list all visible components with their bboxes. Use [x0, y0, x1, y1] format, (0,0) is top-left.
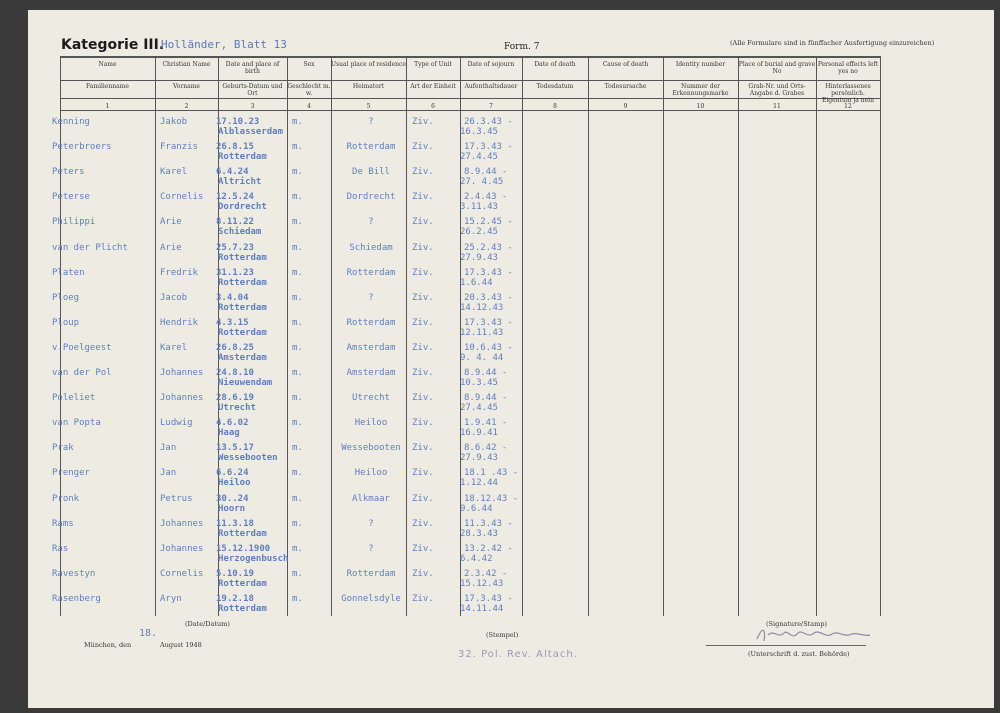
cell-sojourn-from: 8.9.44 - [464, 393, 508, 404]
cell-sojourn-to: 9.6.44 [460, 503, 493, 514]
cell-first-name: Ludwig [160, 418, 193, 429]
cell-sojourn-from: 1.9.41 - [464, 418, 508, 429]
signature-line [706, 645, 866, 646]
cell-birth-date: 8.11.22 [216, 217, 254, 228]
cell-name: van der Pol [52, 368, 112, 378]
cell-residence: Alkmaar [352, 493, 390, 504]
cell-sex: m. [292, 242, 303, 253]
cell-sex: m. [292, 393, 303, 404]
column-header-3: Date and place of birth [225, 61, 280, 75]
cell-sex: m. [292, 568, 303, 579]
column-header-9: Cause of death [602, 61, 649, 68]
table-rule [60, 80, 880, 81]
table-rule [60, 98, 880, 99]
cell-sojourn-to: 16.3.45 [460, 127, 498, 137]
cell-birth-place: Rotterdam [218, 152, 267, 163]
column-number-7: 7 [489, 103, 493, 110]
cell-name: Rams [52, 518, 74, 529]
cell-unit: Ziv. [412, 568, 434, 579]
column-rule [588, 56, 589, 616]
cell-unit: Ziv. [412, 493, 434, 504]
cell-birth-place: Hoorn [218, 503, 246, 514]
cell-birth-date: 30..24 [216, 493, 249, 504]
cell-sojourn-from: 20.3.43 - [464, 292, 513, 303]
cell-residence: Amsterdam [346, 342, 396, 353]
cell-name: Ploup [52, 317, 80, 328]
cell-unit: Ziv. [412, 543, 434, 554]
cell-residence: Gonnelsdyle [341, 593, 401, 604]
cell-sojourn-to: 27.4.45 [460, 403, 498, 414]
cell-name: Peters [52, 167, 85, 178]
cell-birth-date: 12.5.24 [216, 192, 254, 203]
cell-unit: Ziv. [412, 342, 434, 353]
table-rule [60, 56, 880, 58]
cell-birth-date: 17.10.23 [216, 117, 260, 127]
column-number-11: 11 [773, 103, 781, 110]
cell-name: Prak [52, 443, 74, 454]
cell-birth-date: 28.6.19 [216, 393, 254, 404]
cell-sojourn-from: 18.12.43 - [464, 493, 519, 504]
cell-birth-place: Rotterdam [218, 578, 267, 589]
cell-birth-place: Heiloo [218, 478, 251, 489]
cell-sojourn-to: 10.3.45 [460, 378, 498, 388]
cell-name: Kenning [52, 117, 90, 127]
typed-title: Holländer, Blatt 13 [161, 38, 287, 51]
cell-sojourn-to: 14.11.44 [460, 603, 504, 614]
cell-sojourn-from: 8.9.44 - [464, 368, 508, 378]
cell-sojourn-from: 2.3.42 - [464, 568, 508, 579]
column-rule [331, 56, 332, 616]
cell-sojourn-to: 12.11.43 [460, 327, 504, 338]
cell-name: Rasenberg [52, 593, 101, 604]
cell-sojourn-from: 25.2.43 - [464, 242, 513, 253]
cell-birth-date: 3.4.04 [216, 292, 249, 303]
column-subheader-11: Grab-Nr. und Orts-Angabe d. Grabes [748, 83, 806, 97]
date-label: (Date/Datum) [185, 620, 230, 628]
cell-residence: Rotterdam [346, 317, 396, 328]
cell-name: Philippi [52, 217, 96, 228]
cell-sojourn-from: 26.3.43 - [464, 117, 513, 127]
cell-first-name: Johannes [160, 368, 204, 378]
cell-sojourn-from: 17.3.43 - [464, 317, 513, 328]
cell-birth-place: Wessebooten [218, 453, 278, 464]
cell-first-name: Karel [160, 342, 188, 353]
cell-residence: ? [368, 518, 374, 529]
cell-birth-place: Rotterdam [218, 327, 267, 338]
form-number: Form. 7 [504, 42, 540, 52]
cell-unit: Ziv. [412, 292, 434, 303]
column-rule [880, 56, 881, 616]
cell-sojourn-to: 27.9.43 [460, 252, 498, 263]
cell-birth-date: 26.8.15 [216, 142, 254, 153]
column-number-8: 8 [553, 103, 557, 110]
cell-unit: Ziv. [412, 593, 434, 604]
cell-residence: Rotterdam [346, 142, 396, 153]
cell-birth-date: 4.6.02 [216, 418, 249, 429]
cell-first-name: Aryn [160, 593, 182, 604]
cell-sojourn-from: 10.6.43 - [464, 342, 513, 353]
cell-residence: Rotterdam [346, 267, 396, 278]
cell-sex: m. [292, 217, 303, 228]
cell-birth-place: Rotterdam [218, 528, 267, 539]
category-title: Kategorie III. [61, 37, 165, 53]
column-subheader-1: Familienname [86, 83, 129, 90]
column-rule [816, 56, 817, 616]
cell-birth-date: 13.5.17 [216, 443, 254, 454]
column-subheader-3: Geburts-Datum und Ort [222, 83, 283, 97]
cell-sex: m. [292, 342, 303, 353]
cell-first-name: Cornelis [160, 568, 204, 579]
cell-sex: m. [292, 267, 303, 278]
column-header-4: Sex [303, 61, 315, 68]
cell-sojourn-from: 17.3.43 - [464, 593, 513, 604]
cell-sex: m. [292, 292, 303, 303]
cell-name: van der Plicht [52, 242, 128, 253]
cell-name: Platen [52, 267, 85, 278]
column-subheader-2: Vorname [173, 83, 200, 90]
cell-sex: m. [292, 543, 303, 554]
official-stamp: 32. Pol. Rev. Altach. [458, 649, 578, 660]
cell-sex: m. [292, 418, 303, 429]
signature-scribble [752, 625, 872, 645]
date-day: 18. [139, 628, 158, 639]
cell-unit: Ziv. [412, 317, 434, 328]
cell-sex: m. [292, 117, 303, 127]
cell-sojourn-to: 16.9.41 [460, 428, 498, 439]
column-rule [60, 56, 61, 616]
cell-name: Ploeg [52, 292, 80, 303]
cell-name: Poleliet [52, 393, 96, 404]
cell-birth-date: 4.3.15 [216, 317, 249, 328]
column-number-1: 1 [105, 103, 110, 110]
column-rule [738, 56, 739, 616]
column-number-2: 2 [184, 103, 189, 110]
cell-unit: Ziv. [412, 518, 434, 529]
cell-birth-place: Nieuwendam [218, 378, 273, 388]
cell-birth-place: Alblasserdam [218, 127, 284, 137]
cell-first-name: Jacob [160, 292, 188, 303]
cell-sojourn-to: 9. 4. 44 [460, 352, 504, 363]
cell-sojourn-to: 6.4.42 [460, 553, 493, 564]
cell-first-name: Franzis [160, 142, 198, 153]
cell-sex: m. [292, 192, 303, 203]
cell-first-name: Jakob [160, 117, 188, 127]
column-header-6: Type of Unit [414, 61, 452, 68]
cell-name: Ras [52, 543, 69, 554]
cell-sex: m. [292, 167, 303, 178]
cell-sex: m. [292, 368, 303, 378]
cell-unit: Ziv. [412, 393, 434, 404]
cell-first-name: Arie [160, 242, 182, 253]
column-header-10: Identity number [675, 61, 726, 68]
cell-unit: Ziv. [412, 117, 434, 127]
cell-name: v.Poelgeest [52, 342, 112, 353]
column-number-3: 3 [250, 103, 255, 110]
cell-birth-place: Schiedam [218, 227, 262, 238]
column-number-9: 9 [623, 103, 628, 110]
cell-sojourn-from: 17.3.43 - [464, 142, 513, 153]
cell-residence: Rotterdam [346, 568, 396, 579]
cell-birth-date: 6.4.24 [216, 167, 249, 178]
cell-unit: Ziv. [412, 468, 434, 479]
cell-residence: ? [368, 217, 374, 228]
cell-birth-date: 19.2.18 [216, 593, 254, 604]
cell-name: Peterse [52, 192, 90, 203]
cell-birth-date: 11.3.18 [216, 518, 254, 529]
signature-label: (Signature/Stamp) [766, 620, 828, 628]
column-header-2: Christian Name [162, 61, 211, 68]
column-rule [663, 56, 664, 616]
cell-sojourn-from: 17.3.43 - [464, 267, 513, 278]
cell-sojourn-from: 18.1 .43 - [464, 468, 519, 479]
cell-first-name: Karel [160, 167, 188, 178]
cell-first-name: Johannes [160, 543, 204, 554]
column-subheader-10: Nummer der Erkennungsmarke [672, 83, 729, 97]
column-number-4: 4 [307, 103, 311, 110]
cell-unit: Ziv. [412, 167, 434, 178]
cell-sojourn-to: 28.3.43 [460, 528, 498, 539]
cell-name: Prenger [52, 468, 90, 479]
cell-residence: Schiedam [349, 242, 393, 253]
cell-birth-place: Haag [218, 428, 240, 439]
cell-birth-place: Utrecht [218, 403, 256, 414]
cell-residence: ? [368, 117, 374, 127]
stamp-label: (Stempel) [486, 631, 519, 639]
cell-birth-place: Rotterdam [218, 302, 267, 313]
column-number-10: 10 [696, 103, 705, 110]
column-header-5: Usual place of residence [331, 61, 406, 68]
cell-sojourn-to: 26.2.45 [460, 227, 498, 238]
cell-sojourn-to: 15.12.43 [460, 578, 504, 589]
header-note: (Alle Formulare sind in fünffacher Ausfertigung einzureichen) [730, 39, 935, 47]
cell-sex: m. [292, 142, 303, 153]
cell-unit: Ziv. [412, 217, 434, 228]
cell-residence: Utrecht [352, 393, 390, 404]
cell-residence: Heiloo [354, 468, 388, 479]
cell-name: Ravestyn [52, 568, 96, 579]
cell-birth-date: 31.1.23 [216, 267, 254, 278]
cell-sojourn-from: 8.9.44 - [464, 167, 508, 178]
cell-sex: m. [292, 593, 303, 604]
date-month-year: August 1948 [160, 641, 202, 649]
cell-first-name: Fredrik [160, 267, 198, 278]
cell-first-name: Johannes [160, 393, 204, 404]
cell-residence: Wessebooten [341, 443, 401, 454]
column-header-12: Personal effects left yes no [817, 61, 879, 75]
column-header-7: Date of sojourn [467, 61, 515, 68]
cell-sojourn-to: 1.12.44 [460, 478, 498, 489]
signature-sublabel: (Unterschrift d. zust. Behörde) [748, 650, 850, 658]
cell-name: Pronk [52, 493, 80, 504]
cell-birth-date: 15.12.1900 [216, 543, 271, 554]
table-rule [60, 110, 880, 111]
column-number-12: 12 [844, 103, 852, 110]
cell-sex: m. [292, 468, 303, 479]
cell-birth-place: Dordrecht [218, 202, 267, 213]
cell-birth-place: Rotterdam [218, 277, 267, 288]
cell-sojourn-to: 3.11.43 [460, 202, 498, 213]
cell-first-name: Johannes [160, 518, 204, 529]
cell-sojourn-from: 8.6.42 - [464, 443, 508, 454]
cell-sojourn-to: 27. 4.45 [460, 177, 504, 188]
column-subheader-4: Geschlecht m. w. [287, 83, 331, 97]
cell-unit: Ziv. [412, 242, 434, 253]
cell-name: van Popta [52, 418, 101, 429]
cell-sex: m. [292, 317, 303, 328]
column-subheader-12: Hinterlassenes persönlich. Eigentum ja nein [822, 83, 874, 104]
cell-sojourn-from: 13.2.42 - [464, 543, 513, 554]
place-line: München, den [84, 641, 132, 649]
cell-residence: De Bill [352, 167, 390, 178]
cell-sex: m. [292, 443, 303, 454]
cell-birth-place: Rotterdam [218, 603, 267, 614]
cell-birth-date: 26.8.25 [216, 342, 254, 353]
cell-name: Peterbroers [52, 142, 112, 153]
cell-sojourn-to: 27.4.45 [460, 152, 498, 163]
cell-first-name: Cornelis [160, 192, 204, 203]
cell-birth-place: Herzogenbusch [218, 553, 289, 564]
cell-unit: Ziv. [412, 368, 434, 378]
column-number-5: 5 [366, 103, 371, 110]
cell-sojourn-from: 11.3.43 - [464, 518, 513, 529]
column-subheader-5: Heimatort [352, 83, 385, 90]
cell-sojourn-to: 1.6.44 [460, 277, 493, 288]
column-rule [406, 56, 407, 616]
cell-first-name: Hendrik [160, 317, 198, 328]
cell-sex: m. [292, 518, 303, 529]
column-header-8: Date of death [534, 61, 576, 68]
cell-birth-date: 24.8.10 [216, 368, 254, 378]
cell-sojourn-from: 2.4.43 - [464, 192, 508, 203]
column-number-6: 6 [431, 103, 435, 110]
column-subheader-9: Todesursache [604, 83, 647, 90]
cell-sojourn-from: 15.2.45 - [464, 217, 513, 228]
cell-unit: Ziv. [412, 142, 434, 153]
cell-residence: ? [368, 292, 374, 303]
cell-birth-date: 6.6.24 [216, 468, 249, 479]
column-subheader-8: Todesdatum [536, 83, 574, 90]
cell-unit: Ziv. [412, 267, 434, 278]
cell-birth-date: 25.7.23 [216, 242, 254, 253]
cell-birth-place: Rotterdam [218, 252, 267, 263]
cell-first-name: Jan [160, 468, 177, 479]
cell-residence: Heiloo [354, 418, 388, 429]
cell-residence: Dordrecht [346, 192, 396, 203]
cell-residence: ? [368, 543, 374, 554]
cell-sojourn-to: 14.12.43 [460, 302, 504, 313]
cell-first-name: Jan [160, 443, 177, 454]
column-rule [522, 56, 523, 616]
cell-residence: Amsterdam [346, 368, 396, 378]
column-header-1: Name [98, 61, 117, 68]
cell-first-name: Arie [160, 217, 182, 228]
cell-first-name: Petrus [160, 493, 193, 504]
column-rule [287, 56, 288, 616]
cell-unit: Ziv. [412, 443, 434, 454]
cell-sojourn-to: 27.9.43 [460, 453, 498, 464]
cell-birth-place: Altricht [218, 177, 262, 188]
cell-unit: Ziv. [412, 192, 434, 203]
cell-unit: Ziv. [412, 418, 434, 429]
column-subheader-6: Art der Einheit [410, 83, 456, 90]
cell-birth-place: Amsterdam [218, 352, 267, 363]
column-rule [155, 56, 156, 616]
cell-birth-date: 5.10.19 [216, 568, 254, 579]
column-subheader-7: Aufenthaltsdauer [464, 83, 518, 90]
cell-sex: m. [292, 493, 303, 504]
column-header-11: Place of burial and grave No [738, 61, 816, 75]
